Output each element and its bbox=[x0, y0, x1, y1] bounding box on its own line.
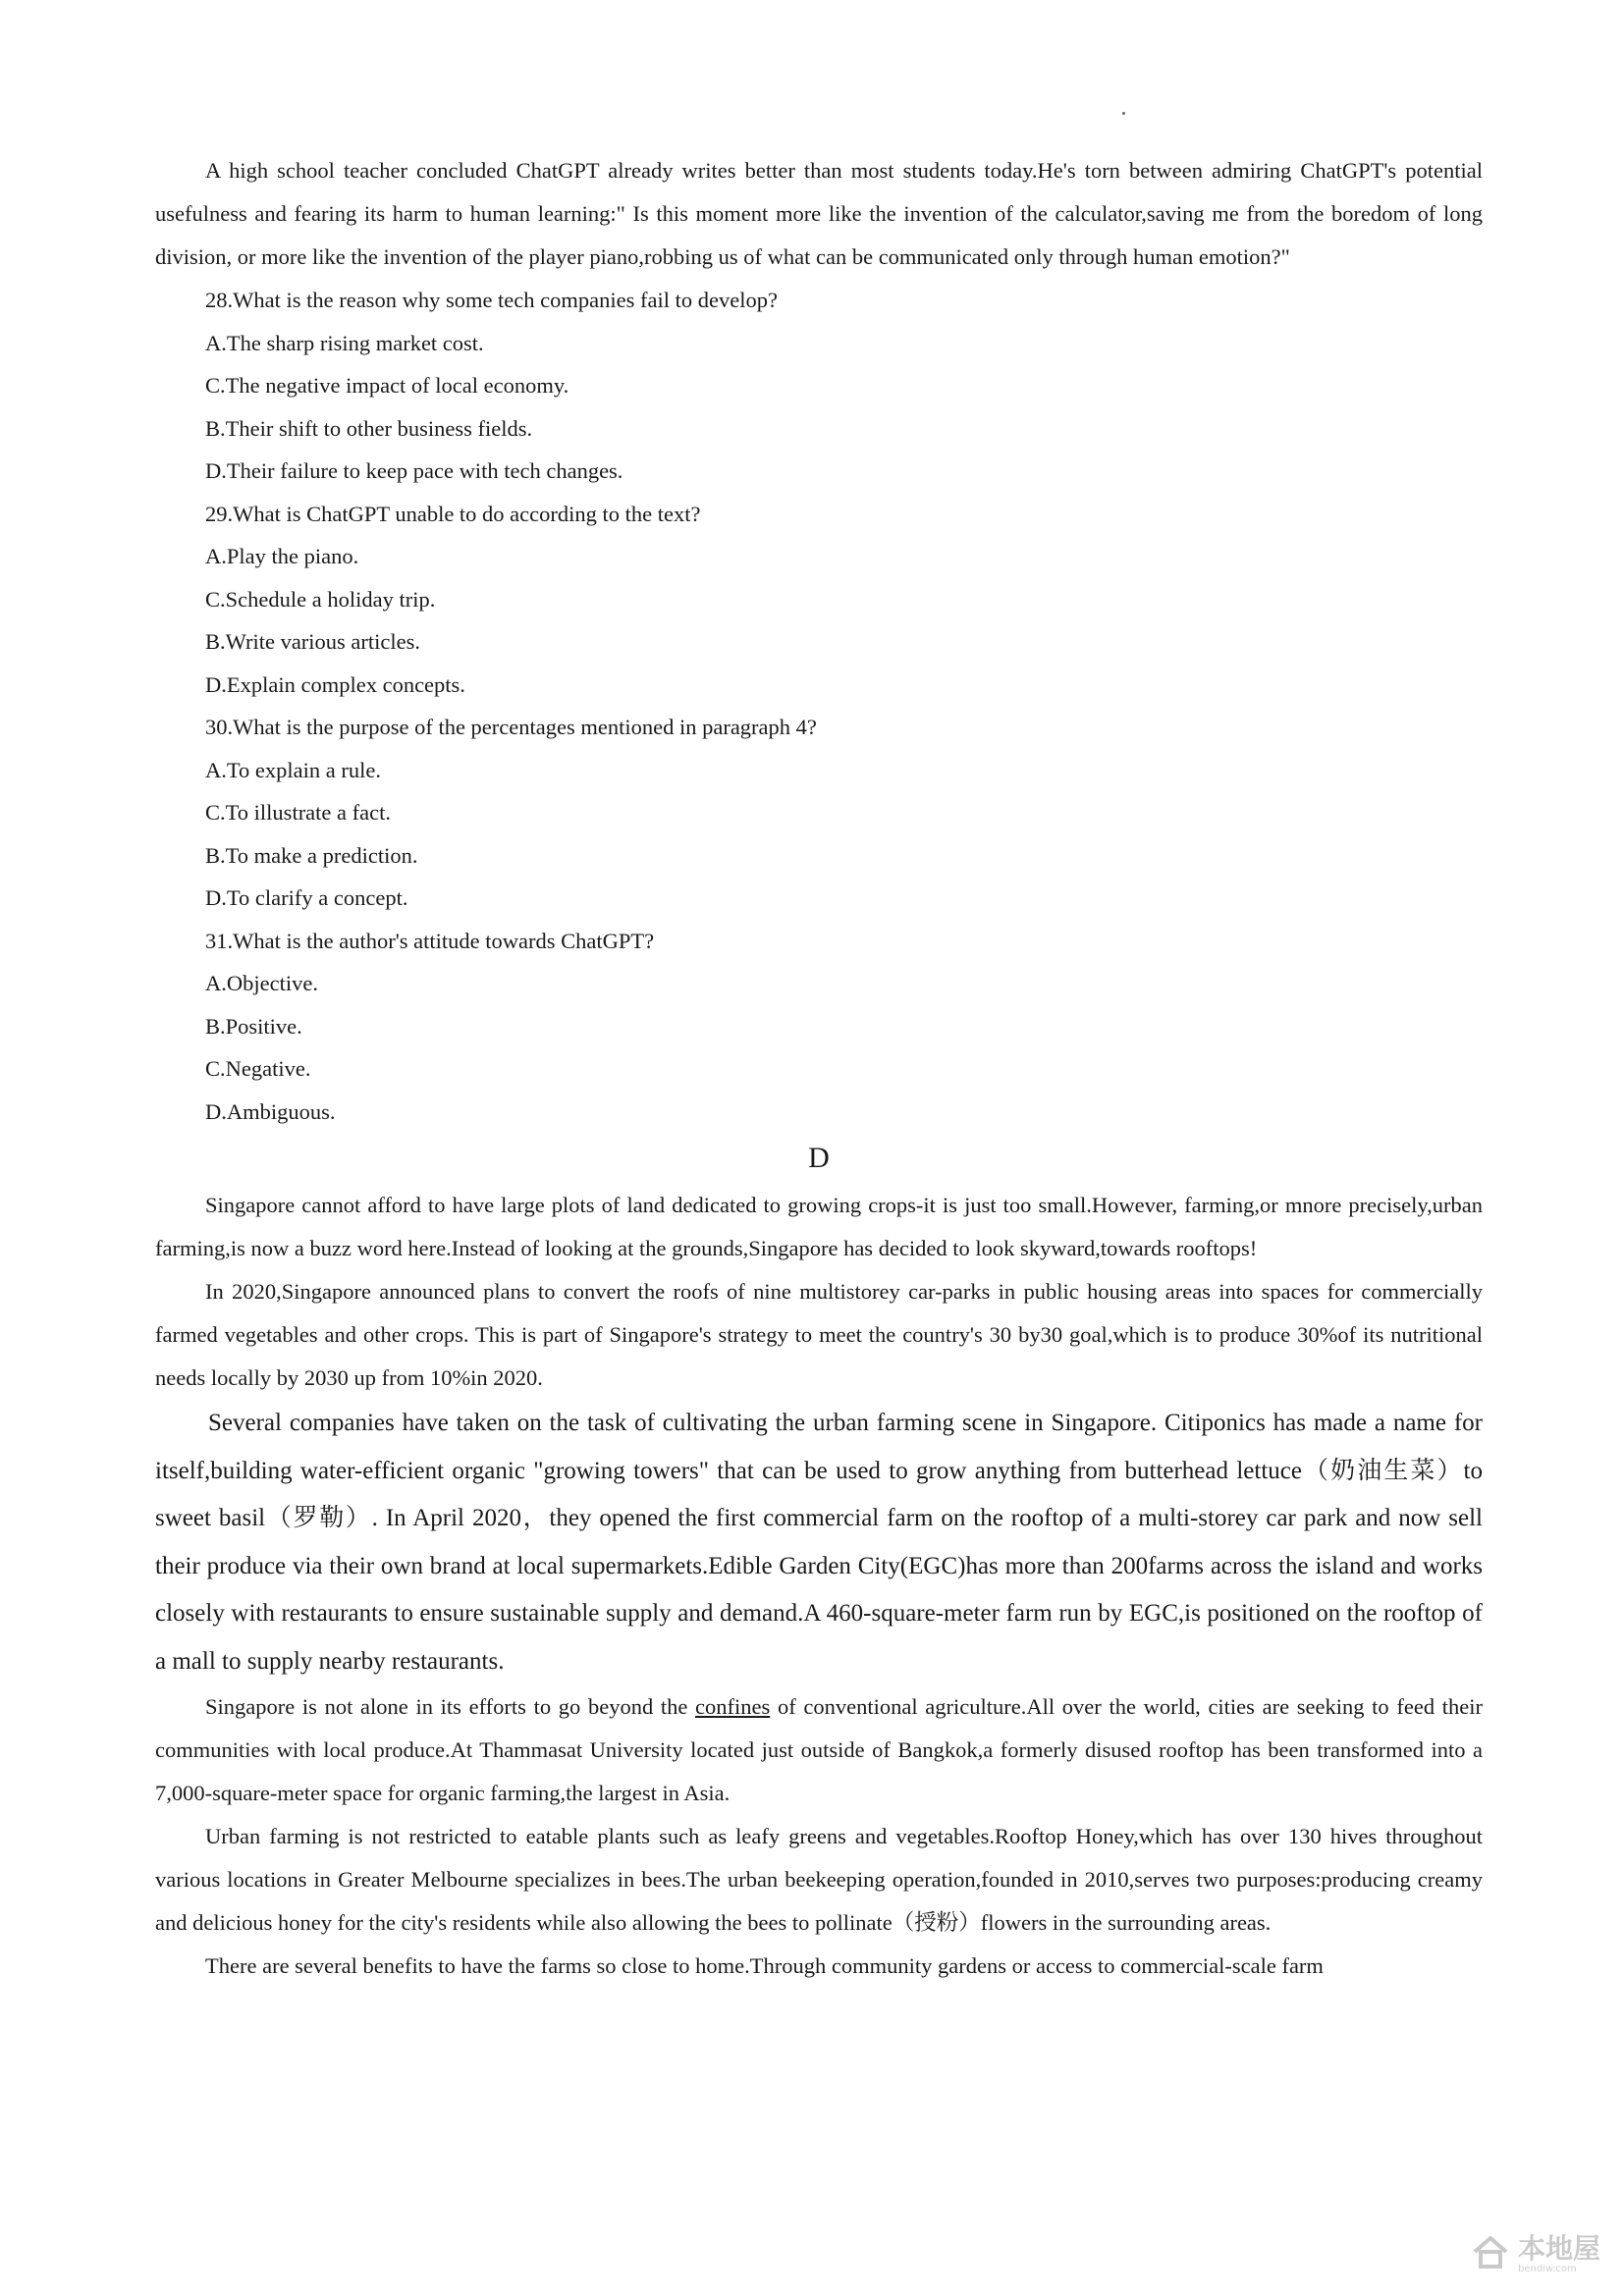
paragraph-text: Singapore is not alone in its efforts to go beyond the bbox=[205, 1694, 696, 1719]
answer-option: D.Explain complex concepts. bbox=[205, 671, 465, 697]
answer-option: A.Objective. bbox=[205, 971, 318, 995]
watermark bbox=[1471, 2234, 1600, 2274]
passage-d-paragraph-3: Several companies have taken on the task of cultivating the urban farming scene in Singapore. Citiponics has made a name for itself,building water-efficient organic "growing towers" that can be used to grow anything from butterhead lettuce（奶油生菜）to sweet basil（罗勒）. In April 2020，they opened the first commercial farm on the rooftop of a multi-storey car park and now sell their produce via their own brand at local supermarkets.Edible Garden City(EGC)has more than 200farms across the island and works closely with restaurants to ensure sustainable supply and demand.A 460-square-meter farm run by EGC,is positioned on the rooftop of a mall to supply nearby restaurants. bbox=[155, 1410, 1483, 1675]
answer-option: C.Negative. bbox=[205, 1056, 311, 1081]
house-icon bbox=[1471, 2234, 1510, 2274]
answer-option: A.The sharp rising market cost. bbox=[205, 330, 484, 355]
answer-option: D.To clarify a concept. bbox=[205, 885, 408, 910]
underlined-word: confines bbox=[695, 1694, 771, 1719]
question-28 bbox=[155, 279, 1483, 493]
answer-option: B.To make a prediction. bbox=[205, 842, 418, 868]
answer-option: A.To explain a rule. bbox=[205, 757, 381, 782]
page-mark-dot bbox=[1122, 112, 1125, 115]
answer-option: B.Their shift to other business fields. bbox=[205, 415, 533, 441]
question-30 bbox=[155, 706, 1483, 920]
passage-d-paragraph-5: Urban farming is not restricted to eatable plants such as leafy greens and vegetables.Rooftop Honey,which has over 130 hives throughout various locations in Greater Melbourne specializes in bees.The urban beekeeping operation,founded in 2010,serves two purposes:producing creamy and delicious honey for the city's residents while also allowing the bees to pollinate（授粉）flowers in the surrounding areas. bbox=[155, 1824, 1483, 1935]
question-stem: 31.What is the author's attitude towards ChatGPT? bbox=[205, 928, 655, 953]
answer-option: B.Positive. bbox=[205, 1013, 302, 1039]
question-29 bbox=[155, 493, 1483, 707]
passage-d-paragraph-2: In 2020,Singapore announced plans to convert the roofs of nine multistorey car-parks in public housing areas into spaces for commercially farmed vegetables and other crops. This is part of Singapore's strategy to meet the country's 30 by30 goal,which is to produce 30%of its nutritional needs locally by 2030 up from 10%in 2020. bbox=[155, 1279, 1483, 1390]
answer-option: C.Schedule a holiday trip. bbox=[205, 586, 436, 612]
answer-option: D.Ambiguous. bbox=[205, 1098, 336, 1124]
passage-c-closing-paragraph: A high school teacher concluded ChatGPT already writes better than most students today.He's torn between admiring ChatGPT's potential usefulness and fearing its harm to human learning:" Is this moment more like the invention of the calculator,saving me from the boredom of long division, or more like the invention of the player piano,robbing us of what can be communicated only through human emotion?" bbox=[155, 158, 1483, 269]
passage-d-paragraph-1: Singapore cannot afford to have large plots of land dedicated to growing crops-it is just too small.However, farming,or mnore precisely,urban farming,is now a buzz word here.Instead of looking at the grounds,Singapore has decided to look skyward,towards rooftops! bbox=[155, 1193, 1483, 1260]
answer-option: C.To illustrate a fact. bbox=[205, 800, 391, 825]
watermark-url: bendiw.com bbox=[1517, 2264, 1577, 2274]
passage-d-paragraph-6: There are several benefits to have the farms so close to home.Through community gardens or access to commercial-scale farm bbox=[205, 1953, 1324, 1978]
question-stem: 29.What is ChatGPT unable to do according to the text? bbox=[205, 501, 701, 526]
passage-d-paragraph-4 bbox=[155, 1685, 1483, 1815]
paragraph-text: of conventional agriculture.All over the world, cities are seeking to feed their communities with local produce.At Thammasat University located just outside of Bangkok,a formerly disused rooftop has been transformed into a 7,000-square-meter space for organic farming,the largest in Asia. bbox=[155, 1694, 1483, 1805]
answer-option: B.Write various articles. bbox=[205, 629, 421, 654]
document-body bbox=[155, 149, 1483, 1988]
answer-option: D.Their failure to keep pace with tech changes. bbox=[205, 458, 623, 483]
section-heading: D bbox=[808, 1142, 830, 1174]
question-stem: 30.What is the purpose of the percentages mentioned in paragraph 4? bbox=[205, 715, 817, 739]
question-stem: 28.What is the reason why some tech companies fail to develop? bbox=[205, 288, 778, 312]
answer-option: A.Play the piano. bbox=[205, 544, 359, 568]
question-31 bbox=[155, 920, 1483, 1134]
answer-option: C.The negative impact of local economy. bbox=[205, 373, 569, 398]
watermark-text: 本地屋 bbox=[1517, 2232, 1600, 2265]
